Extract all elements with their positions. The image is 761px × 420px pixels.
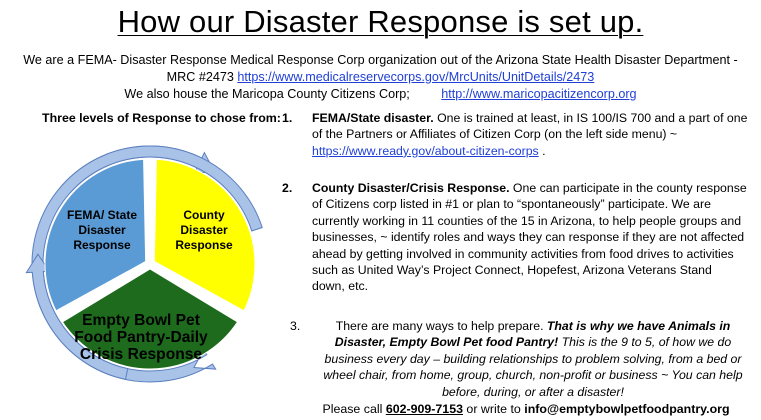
item-lead: There are many ways to help prepare. [335,319,547,333]
intro-line-2 [8,69,753,86]
list-item [282,318,748,400]
email-address[interactable]: info@emptybowlpetfoodpantry.org [524,402,730,416]
levels-heading: Three levels of Response to chose from: [42,111,281,125]
fema-state-label: FEMA/ State Disaster Response [66,208,137,252]
intro-text [8,52,753,103]
mrc-number: MRC #2473 [166,70,234,84]
item-suffix: . [538,143,546,158]
call-prefix: Please call [322,402,386,416]
intro-line-1: We are a FEMA- Disaster Response Medical Response Corp organization out of the Arizona State Health Disaster Department - [23,53,738,67]
list-item [282,110,748,159]
intro-line-3 [8,86,753,103]
county-label: County Disaster Response [175,208,233,252]
item-number: 1. [282,111,293,125]
ready-gov-link[interactable]: https://www.ready.gov/about-citizen-corps [312,143,539,158]
item-heading: County Disaster/Crisis Response. [312,181,510,195]
call-middle: or write to [462,402,525,416]
page-title: How our Disaster Response is set up. [117,4,644,39]
citizens-corp-text: We also house the Maricopa County Citizens Corp; [124,87,410,101]
item-number: 3. [290,319,301,333]
mrc-link[interactable]: https://www.medicalreservecorps.gov/MrcUnits/UnitDetails/2473 [237,70,595,84]
item-text: One is trained at least, in IS 100/IS 700 and a part of one of the Partners or Affiliates of Citizen Corp (on the left side menu) ~ [312,111,748,142]
response-levels-diagram [0,128,275,420]
empty-bowl-label: Empty Bowl Pet Food Pantry-Daily Crisis Response [74,312,208,363]
citizens-corp-link[interactable]: http://www.maricopacitizencorp.org [441,87,637,101]
contact-line [296,401,756,417]
item-italic: This is the 9 to 5, of how we do business every day – building relationships to problem solving, from a bed or wheel chair, from home, group, church, non-profit or business ~ You can help before, during, or after a disaster! [323,335,743,399]
item-text: One can participate in the county response of Citizens corp listed in #1 or plan to “spontaneously” participate. We are currently working in 11 counties of the 15 in Arizona, to help people groups and businesses, ~ identify roles and ways they can response if they are not affected ahead by getting involved in community activities from food drives to activities such as United Way’s Project Connect, Hopefest, Arizona Veterans Stand down, etc. [312,181,747,294]
item-bold-italic: That is why we have Animals in Disaster, Empty Bowl Pet food Pantry! [334,319,731,350]
item-heading: FEMA/State disaster. [312,111,434,125]
list-item [282,180,748,295]
phone-number[interactable]: 602-909-7153 [385,402,463,416]
item-number: 2. [282,181,293,195]
